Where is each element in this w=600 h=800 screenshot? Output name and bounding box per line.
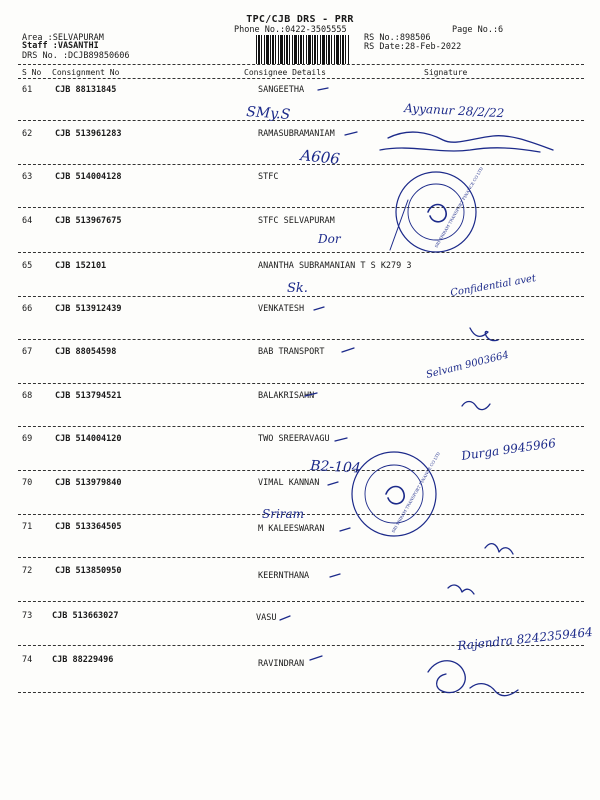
header-divider-bottom [18, 78, 584, 79]
row-sno: 62 [22, 129, 33, 139]
handwritten-note: A606 [299, 146, 341, 169]
row-sno: 63 [22, 172, 33, 182]
tick-mark [314, 307, 324, 310]
row-sno: 72 [22, 566, 33, 576]
sheet-title: TPC/CJB DRS - PRR [246, 14, 354, 25]
row-divider [18, 470, 584, 471]
row-divider [18, 514, 584, 515]
signature-scribble [462, 402, 490, 410]
tick-mark [330, 574, 340, 577]
row-divider [18, 120, 584, 121]
row-consignment: CJB 513961283 [55, 129, 122, 139]
row-divider [18, 252, 584, 253]
company-stamp [396, 172, 476, 252]
row-consignment: CJB 513364505 [55, 522, 122, 532]
tick-mark [345, 132, 357, 135]
rs-number: RS No.:898506 [364, 33, 431, 43]
staff-label: Staff :VASANTHI [22, 41, 99, 51]
col-consignee: Consignee Details [244, 68, 326, 77]
handwritten-signature: Ayyanur 28/2/22 [403, 101, 505, 121]
row-sno: 65 [22, 261, 33, 271]
row-consignee: M KALEESWARAN [258, 524, 325, 534]
row-consignment: CJB 513794521 [55, 391, 122, 401]
row-consignee: VASU [256, 613, 277, 623]
row-divider [18, 164, 584, 165]
signature-scribble [428, 661, 465, 693]
row-sno: 61 [22, 85, 33, 95]
handwritten-note: Sriram [262, 507, 305, 521]
row-sno: 71 [22, 522, 33, 532]
row-divider [18, 339, 584, 340]
signature-scribble [448, 585, 474, 594]
header-divider-top [18, 64, 584, 65]
row-consignee: KEERNTHANA [258, 571, 310, 581]
row-divider [18, 207, 584, 208]
signature-scribble [388, 132, 553, 150]
handwritten-signature: Confidential avet [449, 273, 537, 299]
row-consignee: RAMASUBRAMANIAM [258, 129, 335, 139]
row-consignment: CJB 513850950 [55, 566, 122, 576]
row-consignment: CJB 513663027 [52, 611, 119, 621]
row-consignee: ANANTHA SUBRAMANIAN T S K279 3 [258, 261, 412, 271]
row-consignment: CJB 513912439 [55, 304, 122, 314]
col-sno: S No [22, 68, 42, 77]
tick-mark [310, 656, 322, 660]
tick-mark [328, 482, 338, 485]
signature-scribble [470, 684, 518, 696]
row-sno: 67 [22, 347, 33, 357]
row-sno: 74 [22, 655, 33, 665]
row-consignment: CJB 152101 [55, 261, 107, 271]
tick-mark [335, 438, 347, 441]
signature-scribble [380, 148, 540, 152]
rs-date: RS Date:28-Feb-2022 [364, 42, 462, 52]
row-sno: 64 [22, 216, 33, 226]
row-consignee: SANGEETHA [258, 85, 305, 95]
row-divider [18, 645, 584, 646]
handwritten-note: SMy.S [245, 104, 291, 124]
company-stamp [352, 452, 436, 536]
row-consignee: BALAKRISAHN [258, 391, 315, 401]
tick-mark [280, 616, 290, 620]
row-consignment: CJB 88229496 [52, 655, 114, 665]
row-consignment: CJB 514004128 [55, 172, 122, 182]
row-divider [18, 426, 584, 427]
tick-mark [340, 528, 350, 531]
row-divider [18, 692, 584, 693]
row-consignment: CJB 514004120 [55, 434, 122, 444]
handwritten-note: Dor [318, 232, 341, 246]
row-consignment: CJB 88054598 [55, 347, 117, 357]
row-consignee: VENKATESH [258, 304, 305, 314]
row-consignment: CJB 513979840 [55, 478, 122, 488]
row-consignee: RAVINDRAN [258, 659, 305, 669]
col-consignment: Consignment No [52, 68, 120, 77]
row-sno: 70 [22, 478, 33, 488]
row-sno: 66 [22, 304, 33, 314]
row-consignee: VIMAL KANNAN [258, 478, 320, 488]
tick-mark [318, 88, 328, 90]
handwritten-signature: Selvam 9003664 [425, 349, 510, 381]
stamp-text: SRI SRIRAM TRANSPORT FINANCE CO LTD [433, 166, 484, 249]
col-signature: Signature [424, 68, 468, 77]
area-label: Area :SELVAPURAM [22, 33, 104, 43]
drs-number: DRS No. :DCJB89850606 [22, 51, 130, 61]
row-consignee: BAB TRANSPORT [258, 347, 325, 357]
row-divider [18, 296, 584, 297]
row-consignee: TWO SREERAVAGU [258, 434, 330, 444]
row-divider [18, 383, 584, 384]
row-divider [18, 601, 584, 602]
page-number: Page No.:6 [452, 25, 504, 35]
row-consignee: STFC [258, 172, 279, 182]
row-consignment: CJB 513967675 [55, 216, 122, 226]
barcode-image [256, 35, 350, 64]
handwritten-signature: Rajendra 8242359464 [456, 624, 594, 653]
row-consignee: STFC SELVAPURAM [258, 216, 335, 226]
signature-scribble [485, 544, 513, 554]
tick-mark [342, 348, 354, 352]
stamp-text: SRI SRIRAM TRANSPORT FINANCE CO LTD [390, 451, 441, 534]
handwritten-note: Sk. [287, 281, 308, 296]
row-sno: 68 [22, 391, 33, 401]
row-divider [18, 557, 584, 558]
handwritten-signature: Durga 9945966 [460, 435, 557, 463]
row-consignment: CJB 88131845 [55, 85, 117, 95]
phone-number: Phone No.:0422-3505555 [234, 25, 347, 35]
row-sno: 73 [22, 611, 33, 621]
handwritten-note: B2-104 [309, 458, 362, 477]
row-sno: 69 [22, 434, 33, 444]
